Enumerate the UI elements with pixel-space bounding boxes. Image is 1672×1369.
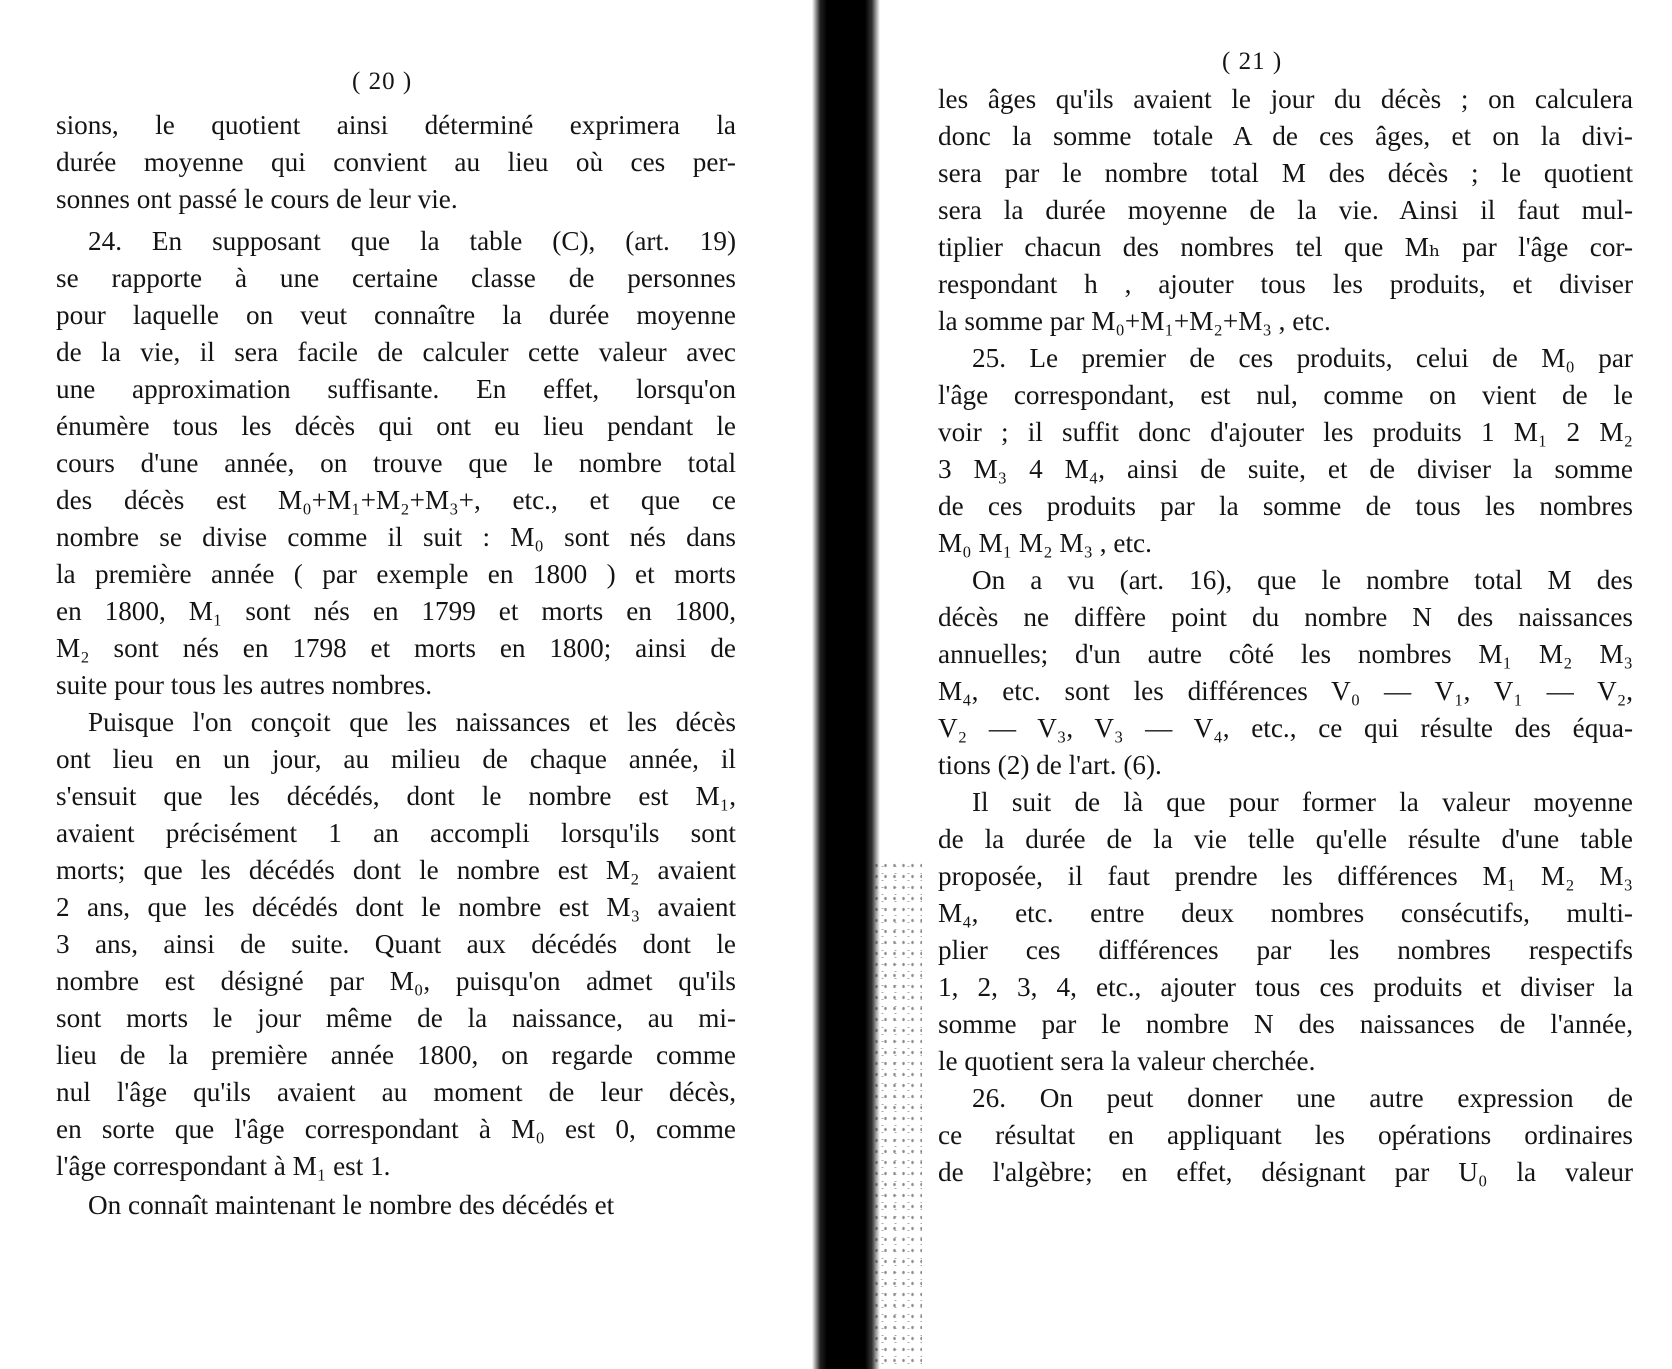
left-page: [0, 0, 790, 1369]
text-line: tions (2) de l'art. (6).: [938, 750, 1162, 780]
article-heading-line: 26. On peut donner une autre expression de: [972, 1083, 1633, 1113]
text-line: annuelles; d'un autre côté les nombres M₁ M₂ M₃: [938, 639, 1633, 669]
text-line: plier ces différences par les nombres respectifs: [938, 935, 1633, 965]
text-line: voir ; il suffit donc d'ajouter les produits 1 M₁ 2 M₂: [938, 417, 1633, 447]
text-line: 3 ans, ainsi de suite. Quant aux décédés dont le: [56, 929, 736, 959]
article-heading-line: 24. En supposant que la table (C), (art. 19): [88, 226, 736, 256]
text-line: somme par le nombre N des naissances de l'année,: [938, 1009, 1633, 1039]
text-line: avaient précisément 1 an accompli lorsqu'ils sont: [56, 818, 736, 848]
text-line: On connaît maintenant le nombre des décédés et: [88, 1190, 615, 1220]
text-line: respondant h , ajouter tous les produits, et diviser: [938, 269, 1633, 299]
text-line: le quotient sera la valeur cherchée.: [938, 1046, 1316, 1076]
text-line: s'ensuit que les décédés, dont le nombre est M₁,: [56, 781, 736, 811]
text-line: une approximation suffisante. En effet, lorsqu'on: [56, 374, 736, 404]
text-line: de ces produits par la somme de tous les nombres: [938, 491, 1633, 521]
text-line: V₂ — V₃, V₃ — V₄, etc., ce qui résulte des équa-: [938, 713, 1633, 743]
text-line: se rapporte à une certaine classe de personnes: [56, 263, 736, 293]
text-line: donc la somme totale A de ces âges, et on la divi-: [938, 121, 1633, 151]
text-line: 3 M₃ 4 M₄, ainsi de suite, et de diviser la somme: [938, 454, 1633, 484]
text-line: On a vu (art. 16), que le nombre total M des: [972, 565, 1633, 595]
text-line: décès ne diffère point du nombre N des naissances: [938, 602, 1633, 632]
text-line: la somme par M₀+M₁+M₂+M₃ , etc.: [938, 306, 1331, 336]
text-line: sont morts le jour même de la naissance, au mi-: [56, 1003, 736, 1033]
book-gutter: [812, 0, 880, 1369]
text-line: cours d'une année, on trouve que le nombre total: [56, 448, 736, 478]
text-line: en sorte que l'âge correspondant à M₀ est 0, comme: [56, 1114, 736, 1144]
text-line: tiplier chacun des nombres tel que Mₕ par l'âge cor-: [938, 232, 1633, 262]
text-line: M₄, etc. entre deux nombres consécutifs, multi-: [938, 898, 1633, 928]
text-line: proposée, il faut prendre les différences M₁ M₂ M₃: [938, 861, 1633, 891]
text-line: sera la durée moyenne de la vie. Ainsi il faut mul-: [938, 195, 1633, 225]
text-line: pour laquelle on veut connaître la durée moyenne: [56, 300, 736, 330]
text-line: nul l'âge qu'ils avaient au moment de leur décès,: [56, 1077, 736, 1107]
text-line: morts; que les décédés dont le nombre est M₂ avaient: [56, 855, 736, 885]
right-page: [880, 0, 1672, 1369]
page-number: ( 21 ): [1222, 48, 1283, 75]
text-line: sions, le quotient ainsi déterminé exprimera la: [56, 110, 736, 140]
text-line: Il suit de là que pour former la valeur moyenne: [972, 787, 1633, 817]
text-line: l'âge correspondant, est nul, comme on vient de le: [938, 380, 1633, 410]
text-line: M₀ M₁ M₂ M₃ , etc.: [938, 528, 1152, 558]
article-heading-line: 25. Le premier de ces produits, celui de M₀ par: [972, 343, 1633, 373]
text-line: de l'algèbre; en effet, désignant par U₀ la valeur: [938, 1157, 1633, 1187]
text-line: M₄, etc. sont les différences V₀ — V₁, V₁ — V₂,: [938, 676, 1633, 706]
text-line: suite pour tous les autres nombres.: [56, 670, 433, 700]
text-line: en 1800, M₁ sont nés en 1799 et morts en 1800,: [56, 596, 736, 626]
page-number: ( 20 ): [352, 68, 413, 95]
text-line: énumère tous les décès qui ont eu lieu pendant le: [56, 411, 736, 441]
text-line: nombre est désigné par M₀, puisqu'on admet qu'ils: [56, 966, 736, 996]
text-line: nombre se divise comme il suit : M₀ sont nés dans: [56, 522, 736, 552]
text-line: des décès est M₀+M₁+M₂+M₃+, etc., et que ce: [56, 485, 736, 515]
text-line: sonnes ont passé le cours de leur vie.: [56, 184, 458, 214]
text-line: lieu de la première année 1800, on regarde comme: [56, 1040, 736, 1070]
text-line: ont lieu en un jour, au milieu de chaque année, il: [56, 744, 736, 774]
text-line: de la durée de la vie telle qu'elle résulte d'une table: [938, 824, 1633, 854]
text-line: la première année ( par exemple en 1800 ) et morts: [56, 559, 736, 589]
text-line: de la vie, il sera facile de calculer cette valeur avec: [56, 337, 736, 367]
text-line: les âges qu'ils avaient le jour du décès ; on calculera: [938, 84, 1633, 114]
text-line: durée moyenne qui convient au lieu où ces per-: [56, 147, 736, 177]
text-line: M₂ sont nés en 1798 et morts en 1800; ainsi de: [56, 633, 736, 663]
text-line: ce résultat en appliquant les opérations ordinaires: [938, 1120, 1633, 1150]
text-line: sera par le nombre total M des décès ; le quotient: [938, 158, 1633, 188]
text-line: 1, 2, 3, 4, etc., ajouter tous ces produits et diviser la: [938, 972, 1633, 1002]
text-line: 2 ans, que les décédés dont le nombre est M₃ avaient: [56, 892, 736, 922]
text-line: l'âge correspondant à M₁ est 1.: [56, 1151, 391, 1181]
text-line: Puisque l'on conçoit que les naissances et les décès: [88, 707, 736, 737]
